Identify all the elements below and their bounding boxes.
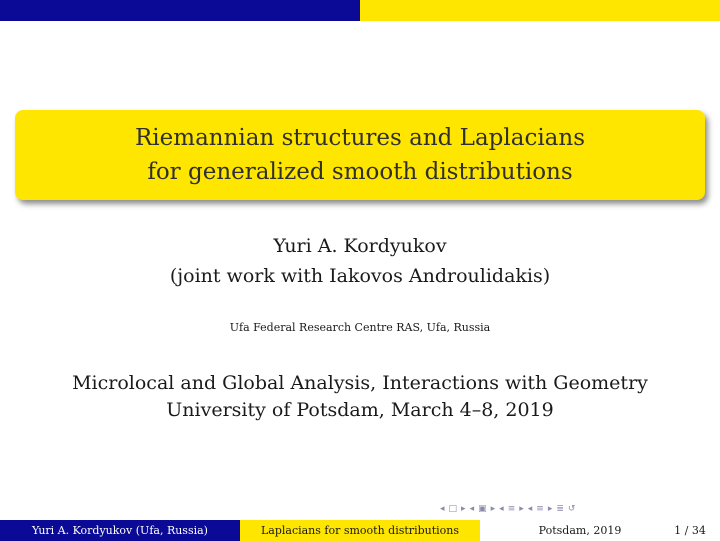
author-name: Yuri A. Kordyukov <box>273 235 447 257</box>
footer-place-date: Potsdam, 2019 <box>538 524 622 537</box>
header-bar <box>0 0 720 21</box>
nav-part-icon[interactable]: ≡ <box>536 504 544 514</box>
nav-part-prev-icon[interactable]: ◂ <box>527 504 533 514</box>
nav-part-next-icon[interactable]: ▸ <box>547 504 553 514</box>
nav-section-prev-icon[interactable]: ◂ <box>499 504 504 514</box>
nav-section-next-icon[interactable]: ▸ <box>519 504 524 514</box>
footer-bar <box>0 520 720 541</box>
nav-subsection-prev-icon[interactable]: ◂ <box>469 504 475 514</box>
title-box <box>15 110 705 200</box>
header-bar-right <box>360 0 720 21</box>
navigation-symbols <box>440 502 715 516</box>
nav-section-icon[interactable]: ≡ <box>507 504 516 514</box>
title-line-1: Riemannian structures and Laplacians <box>134 125 586 151</box>
conference-place-date: University of Potsdam, March 4–8, 2019 <box>166 399 554 421</box>
nav-subsection-icon[interactable]: ▣ <box>478 504 487 514</box>
nav-search-icon[interactable]: ↺ <box>567 504 576 514</box>
header-bar-left <box>0 0 360 21</box>
footer-author: Yuri A. Kordyukov (Ufa, Russia) <box>0 520 240 541</box>
conference-name: Microlocal and Global Analysis, Interactions with Geometry <box>72 372 648 394</box>
footer-right <box>480 520 720 541</box>
footer-short-title: Laplacians for smooth distributions <box>240 520 480 541</box>
joint-work: (joint work with Iakovos Androulidakis) <box>169 265 551 287</box>
nav-align-icon[interactable]: ≣ <box>556 504 564 514</box>
footer-page-number: 1 / 34 <box>674 524 706 537</box>
nav-frame-box-icon[interactable]: □ <box>448 504 458 514</box>
nav-frame-next-icon[interactable]: ▸ <box>461 504 466 514</box>
affiliation: Ufa Federal Research Centre RAS, Ufa, Russia <box>229 321 491 334</box>
nav-frame-prev-icon[interactable]: ◂ <box>440 504 445 514</box>
nav-subsection-next-icon[interactable]: ▸ <box>490 504 496 514</box>
title-line-2: for generalized smooth distributions <box>147 159 573 185</box>
